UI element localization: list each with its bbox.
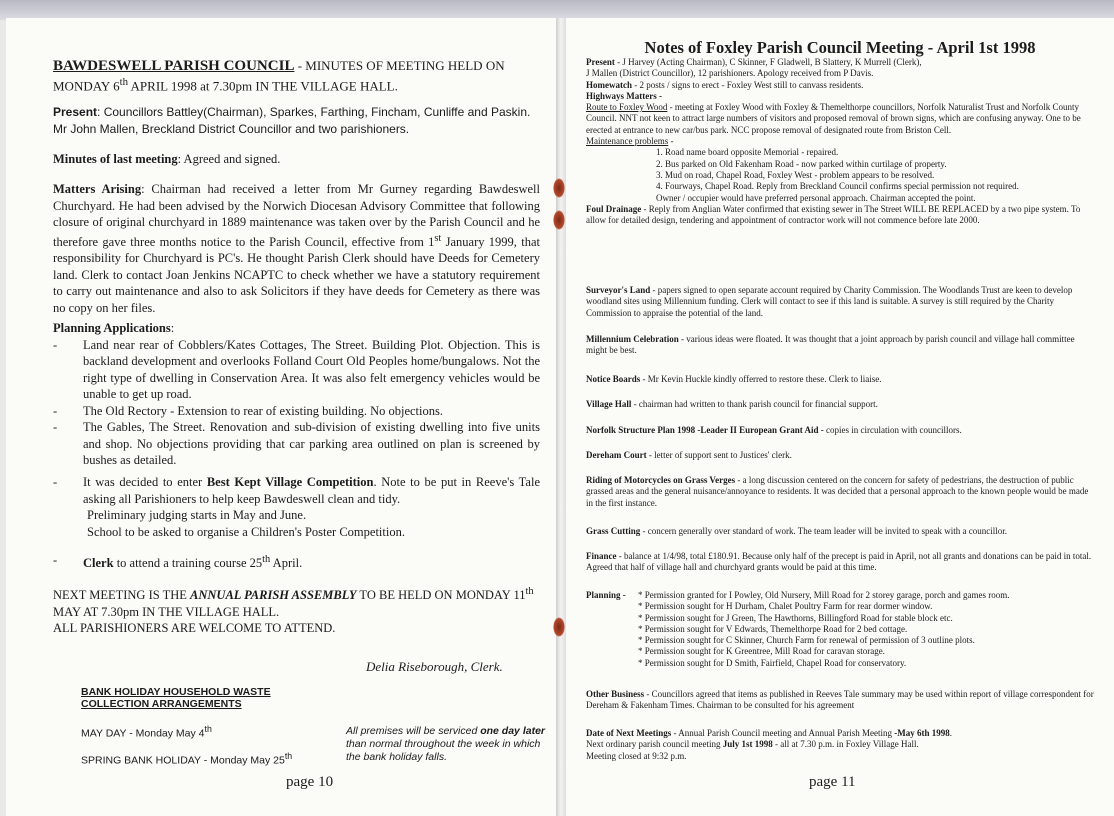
maint-item: 1. Road name board opposite Memorial - repaired.: [656, 147, 839, 158]
planning-right-section: [586, 590, 1096, 669]
planning-label: Planning Applications: [53, 321, 171, 335]
surveyor-label: Surveyor's Land: [586, 285, 651, 295]
planning-right-item: * Permission sought for H Durham, Chalet Poultry Farm for rear dormer window.: [638, 601, 933, 612]
page-number-left: page 10: [286, 774, 334, 790]
planning-section: [53, 320, 540, 469]
next-line2: ALL PARISHIONERS ARE WELCOME TO ATTEND.: [53, 621, 336, 636]
structure-label: Norfolk Structure Plan 1998 -Leader II European Grant Aid -: [586, 425, 824, 435]
bank-holiday-note: [346, 725, 546, 764]
planning-right-item: * Permission sought for J Green, The Hawthorns, Billingford Road for stable block etc.: [638, 612, 953, 623]
planning-item: - The Gables, The Street. Renovation and sub-division of existing dwelling into five units and shop. No objections providing that car parking area outlined on plan is screened by bushes as detailed.: [53, 419, 540, 469]
dates-end: .: [949, 728, 952, 738]
present-label: Present: [586, 57, 615, 67]
maint-item: Owner / occupier would have preferred personal approach. Chairman accepted the point.: [656, 192, 976, 203]
maint-item: 3. Mud on road, Chapel Road, Foxley West - problem appears to be resolved.: [656, 169, 935, 180]
sup-st: st: [434, 232, 442, 244]
present-line2: J Mallen (District Councillor), 12 parishioners. Apology received from P Davis.: [586, 68, 874, 79]
grass-text: - concern generally over standard of work. The team leader will be invited to speak with a councillor.: [640, 526, 1007, 536]
present-text: - J Harvey (Acting Chairman), C Skinner, F Gladwell, B Slattery, K Murrell (Clerk),: [614, 57, 922, 67]
best-kept-bold: Best Kept Village Competition: [206, 475, 374, 489]
planning-right-item: * Permission sought for V Edwards, Themelthorpe Road for 2 bed cottage.: [638, 623, 908, 634]
dates-text: - Annual Parish Council meeting and Annual Parish Meeting: [671, 728, 895, 738]
clerk-course-item: [53, 552, 540, 572]
best-kept-line3: School to be asked to organise a Children's Poster Competition.: [87, 524, 405, 539]
minutes-section: [53, 151, 540, 168]
riding-label: Riding of Motorcycles on Grass Verges: [586, 475, 736, 485]
next-meeting-section: [53, 584, 540, 637]
highways-label: Highways Matters -: [586, 90, 662, 101]
clerk-bold: Clerk: [83, 556, 114, 571]
planning-item: - The Old Rectory - Extension to rear of existing building. No objections.: [53, 403, 540, 420]
foul-text: - Reply from Anglian Water confirmed that existing sewer in The Street WILL BE REPLACED by a two pipe system. To allow for detailed design, tendering and appointment of contractor work will not commence before late 2000.: [586, 203, 1081, 226]
planning-item: - Land near rear of Cobblers/Kates Cottages, The Street. Building Plot. Objection. This is backland development and overlooks Folland Court Old Peoples home/bungalows. Not the right type of dwelling in Conservation Area. It was also felt emergency vehicles would be unable to get up road.: [53, 337, 540, 403]
clerk-course-section: [53, 552, 540, 572]
dates-line2-bold: July 1st 1998: [722, 739, 773, 750]
bh-note-bold: one day later: [480, 725, 545, 737]
present-text: : Councillors Battley(Chairman), Sparkes, Farthing, Fincham, Cunliffe and Paskin.: [97, 105, 531, 119]
binding-mark: [553, 210, 565, 230]
riding-section: [586, 475, 1096, 509]
page-number-right: page 11: [809, 774, 856, 790]
left-heading: [53, 58, 540, 94]
dates-bold: -May 6th 1998: [894, 728, 950, 738]
matters-section: [53, 181, 540, 316]
minutes-label: Minutes of last meeting: [53, 152, 178, 166]
grass-section: [586, 526, 1096, 537]
grass-label: Grass Cutting: [586, 526, 641, 536]
finance-section: [586, 551, 1096, 574]
dates-section: [586, 728, 1096, 762]
sup-th: th: [525, 586, 534, 597]
maint-label: Maintenance problems: [586, 136, 669, 147]
other-label: Other Business: [586, 689, 645, 699]
millennium-label: Millennium Celebration: [586, 334, 679, 344]
matters-text-cont: January 1999, that responsibility for Churchyard is PC's. He thought Parish Clerk should have Deeds for Cemetery land. Clerk to contact Joan Jenkins NCAPTC to check whether we have a statutory requirement to carry out maintenance and also to ask Solicitors if they have deeds for Cemetery as there was no copy on her files.: [53, 234, 540, 315]
next-post2: MAY AT 7.30pm IN THE VILLAGE HALL.: [53, 604, 280, 619]
route-label: Route to Foxley Wood: [586, 102, 668, 113]
best-kept-section: [53, 474, 540, 540]
planning-right-item: * Permission sought for C Skinner, Church Farm for renewal of permission of 3 outline plots.: [638, 635, 975, 646]
best-kept-pre: It was decided to enter: [83, 475, 207, 489]
bh-heading2: COLLECTION ARRANGEMENTS: [81, 698, 242, 710]
right-top-block: [586, 57, 1096, 226]
notice-section: [586, 374, 1096, 385]
best-kept-line2: Preliminary judging starts in May and June.: [87, 508, 307, 522]
matters-label: Matters Arising: [53, 182, 142, 196]
planning-right-label: Planning -: [586, 590, 626, 600]
best-kept-post: . Note to be put in Reeve's Tale asking all Parishioners to help keep Bawdeswell clean and tidy.: [83, 475, 540, 506]
planning-right-item: * Permission granted for I Powley, Old Nursery, Mill Road for 2 storey garage, porch and games room.: [638, 590, 1010, 600]
dereham-label: Dereham Court: [586, 450, 647, 460]
surveyor-section: [586, 285, 1096, 319]
bh-note-pre: All premises will be serviced: [346, 725, 481, 737]
bank-holiday-heading: [81, 686, 301, 710]
planning-right-item: * Permission sought for K Greentree, Mill Road for caravan storage.: [638, 646, 885, 657]
millennium-section: [586, 334, 1096, 357]
dates-line2-post: - all at 7.30 p.m. in Foxley Village Hall.: [772, 739, 919, 750]
homewatch-text: - 2 posts / signs to erect - Foxley West still to canvass residents.: [632, 79, 864, 90]
council-title: BAWDESWELL PARISH COUNCIL: [53, 58, 295, 74]
route-text: - meeting at Foxley Wood with Foxley & Themelthorpe councillors, Norfolk Naturalist Trust and Norfolk County Council. NNT not keen to attract large numbers of visitors and proposed removal of brown signs, which are confusing anyway. One to be erected at entrance to new car/bus park. NCC propose removal of designated route from Briston Cell.: [586, 102, 1081, 135]
present-label: Present: [53, 105, 98, 119]
other-text: - Councillors agreed that items as published in Reeves Tale summary may be used within report of village correspondent for Dereham & Fakenham Times. Chairman to be consulted for his agreement: [586, 689, 1094, 711]
binding-mark: [553, 178, 565, 198]
finance-text: - balance at 1/4/98, total £180.91. Because only half of the precept is paid in April, not all grants and donations can be paid in total. Agreed that half of village hall and churchyard grants would be paid at this time.: [586, 551, 1092, 573]
dates-line2-pre: Next ordinary parish council meeting: [586, 739, 723, 750]
riding-text: - a long discussion centered on the concern for safety of pedestrians, the destruction of public grassed areas and the general nuisance/annoyance to residents. It was decided that a personal approach to the known people would be made in the first instance.: [586, 475, 1089, 508]
millennium-text: - various ideas were floated. It was thought that a joint approach by parish council and village hall committee might be best.: [586, 334, 1075, 356]
scan-top-edge: [0, 0, 1114, 20]
foxley-title: Notes of Foxley Parish Council Meeting - April 1st 1998: [644, 38, 1036, 57]
notice-text: - Mr Kevin Huckle kindly offerred to restore these. Clerk to liaise.: [640, 374, 882, 384]
meeting-line-end: APRIL 1998 at 7.30pm IN THE VILLAGE HALL.: [128, 78, 398, 94]
matters-text: : Chairman had received a letter from Mr Gurney regarding Bawdeswell Churchyard. He had been advised by the Norwich Diocesan Advisory Committee that following closure of original churchyard in 1889 maintenance was taken over by the Parish Council and he therefore gave three months notice to the Parish Council, effective from 1: [53, 182, 541, 249]
dates-line3: Meeting closed at 9:32 p.m.: [586, 750, 687, 761]
sup-th: th: [119, 76, 129, 88]
next-pre: NEXT MEETING IS THE: [53, 588, 191, 603]
may-day: MAY DAY - Monday May 4: [81, 727, 205, 740]
maint-item: 4. Fourways, Chapel Road. Reply from Breckland Council confirms special permission not required.: [656, 181, 1019, 192]
village-hall-label: Village Hall: [586, 399, 632, 409]
clerk-course-post: April.: [270, 556, 303, 571]
may-day-line: [81, 724, 212, 740]
foul-label: Foul Drainage: [586, 203, 642, 214]
best-kept-item: [53, 474, 540, 507]
other-section: [586, 689, 1096, 712]
next-post: TO BE HELD ON MONDAY 11: [356, 588, 526, 603]
village-hall-section: [586, 399, 1096, 410]
bh-heading1: BANK HOLIDAY HOUSEHOLD WASTE: [81, 686, 271, 698]
right-page: [566, 18, 1114, 816]
clerk-course-text: to attend a training course 25: [113, 556, 263, 571]
planning-colon: :: [170, 321, 175, 335]
meeting-line: - MINUTES OF MEETING HELD ON MONDAY 6: [53, 58, 505, 94]
maint-dash: -: [668, 136, 674, 147]
planning-right-item: * Permission sought for D Smith, Fairfield, Chapel Road for conservatory.: [638, 657, 907, 668]
dereham-section: [586, 450, 1096, 461]
dereham-text: - letter of support sent to Justices' clerk.: [646, 450, 792, 460]
structure-text: copies in circulation with councillors.: [823, 425, 962, 435]
spring-line: [81, 751, 292, 767]
homewatch-label: Homewatch: [586, 79, 632, 90]
spring-bank: SPRING BANK HOLIDAY - Monday May 25: [81, 754, 285, 767]
notice-label: Notice Boards: [586, 374, 641, 384]
clerk-signature: Delia Riseborough, Clerk.: [366, 659, 503, 674]
sup-th: th: [262, 554, 271, 565]
finance-label: Finance: [586, 551, 617, 561]
left-page: [6, 18, 558, 816]
bh-note-post: than normal throughout the week in which the bank holiday falls.: [346, 738, 541, 763]
village-hall-text: - chairman had written to thank parish council for financial support.: [631, 399, 878, 409]
maint-item: 2. Bus parked on Old Fakenham Road - now parked within curtilage of property.: [656, 158, 947, 169]
minutes-text: : Agreed and signed.: [177, 152, 281, 166]
sup-th: th: [284, 751, 293, 761]
next-bold: ANNUAL PARISH ASSEMBLY: [190, 588, 357, 603]
surveyor-text: - papers signed to open separate account required by Charity Commission. The Woodlands Trust are keen to develop woodland sites using Millennium funding. Clerk will contact to see if this land is suitable. A survey is still required by the Charity Commission to appraise the potential of the land.: [586, 285, 1073, 318]
present-section: [53, 104, 540, 137]
sup-th: th: [204, 724, 212, 734]
binding-mark: [553, 617, 565, 637]
present-line2: Mr John Mallen, Breckland District Councillor and two parishioners.: [53, 121, 410, 136]
dates-label: Date of Next Meetings: [586, 728, 672, 738]
structure-section: [586, 425, 1096, 436]
